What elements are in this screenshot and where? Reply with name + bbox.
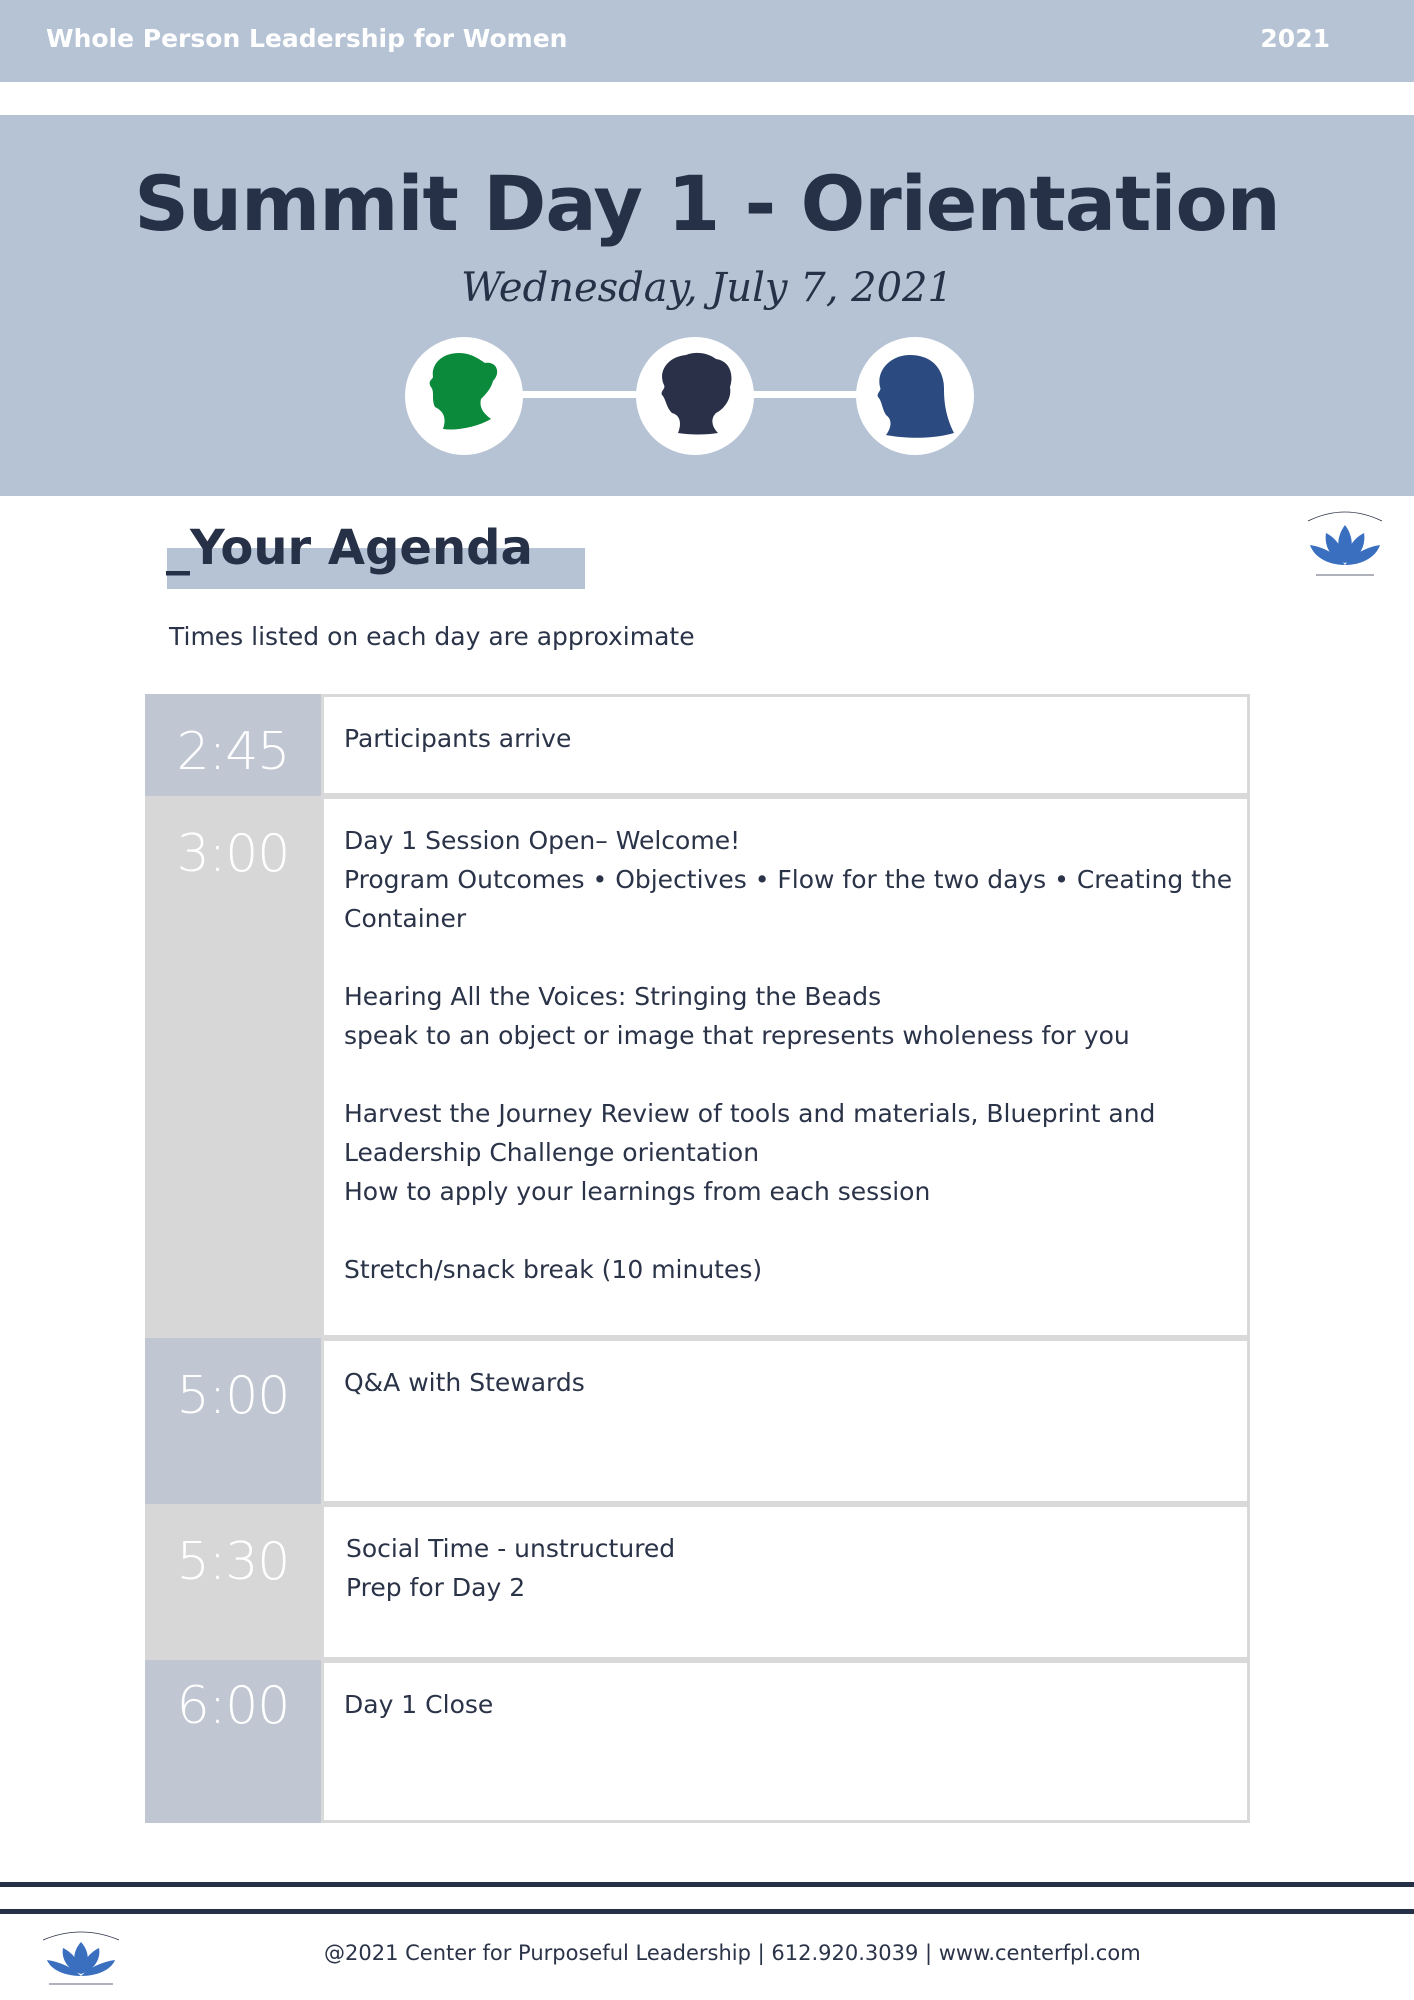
woman-silhouette-icon bbox=[405, 337, 523, 455]
agenda-details bbox=[321, 796, 1250, 1338]
lotus-logo-icon bbox=[33, 1926, 129, 1990]
agenda-row bbox=[145, 1338, 1250, 1504]
divider bbox=[0, 82, 1414, 87]
agenda-line: speak to an object or image that represents wholeness for you bbox=[344, 1021, 1130, 1050]
agenda-title: _Your Agenda bbox=[166, 520, 533, 576]
agenda-line: How to apply your learnings from each session bbox=[344, 1177, 931, 1206]
agenda-row bbox=[145, 796, 1250, 1338]
organization-name: Whole Person Leadership for Women bbox=[46, 24, 568, 53]
footer-divider bbox=[0, 1882, 1414, 1887]
page-title: Summit Day 1 - Orientation bbox=[134, 159, 1280, 248]
agenda-row bbox=[145, 1660, 1250, 1823]
agenda-line: Leadership Challenge orientation bbox=[344, 1138, 760, 1167]
agenda-line: Q&A with Stewards bbox=[344, 1368, 585, 1397]
footer-contact: @2021 Center for Purposeful Leadership | 612.920.3039 | www.centerfpl.com bbox=[324, 1941, 1141, 1965]
time-cell: 2:45 bbox=[145, 694, 321, 796]
woman-silhouette-icon bbox=[856, 337, 974, 455]
agenda-details bbox=[321, 694, 1250, 796]
agenda-row bbox=[145, 1504, 1250, 1660]
agenda-line: Social Time - unstructured bbox=[346, 1534, 676, 1563]
agenda-row bbox=[145, 694, 1250, 796]
footer-divider bbox=[0, 1909, 1414, 1914]
time-cell: 5:00 bbox=[145, 1338, 321, 1504]
agenda-line: Participants arrive bbox=[344, 724, 572, 753]
agenda-line: Prep for Day 2 bbox=[346, 1573, 526, 1602]
top-bar bbox=[0, 0, 1414, 82]
lotus-logo-icon bbox=[1300, 505, 1390, 583]
agenda-details bbox=[321, 1660, 1250, 1823]
connector-line bbox=[748, 391, 870, 398]
times-note: Times listed on each day are approximate bbox=[169, 622, 695, 651]
time-cell: 6:00 bbox=[145, 1660, 321, 1823]
time-cell: 5:30 bbox=[145, 1504, 321, 1660]
connector-line bbox=[520, 391, 640, 398]
year-label: 2021 bbox=[1260, 24, 1330, 53]
agenda-line: Container bbox=[344, 904, 467, 933]
hero-banner bbox=[0, 115, 1414, 496]
agenda-details bbox=[321, 1504, 1250, 1660]
woman-silhouette-icon bbox=[636, 337, 754, 455]
divider bbox=[0, 109, 1414, 114]
time-cell: 3:00 bbox=[145, 796, 321, 1338]
agenda-line: Day 1 Close bbox=[344, 1690, 494, 1719]
spacer bbox=[344, 938, 1227, 977]
spacer bbox=[344, 1055, 1227, 1094]
agenda-details bbox=[321, 1338, 1250, 1504]
agenda-line: Stretch/snack break (10 minutes) bbox=[344, 1255, 763, 1284]
agenda-line: Harvest the Journey Review of tools and materials, Blueprint and bbox=[344, 1099, 1156, 1128]
agenda-line: Program Outcomes • Objectives • Flow for the two days • Creating the bbox=[344, 865, 1233, 894]
spacer bbox=[344, 1211, 1227, 1250]
event-date: Wednesday, July 7, 2021 bbox=[461, 265, 953, 311]
agenda-line: Day 1 Session Open– Welcome! bbox=[344, 826, 741, 855]
agenda-line: Hearing All the Voices: Stringing the Beads bbox=[344, 982, 882, 1011]
